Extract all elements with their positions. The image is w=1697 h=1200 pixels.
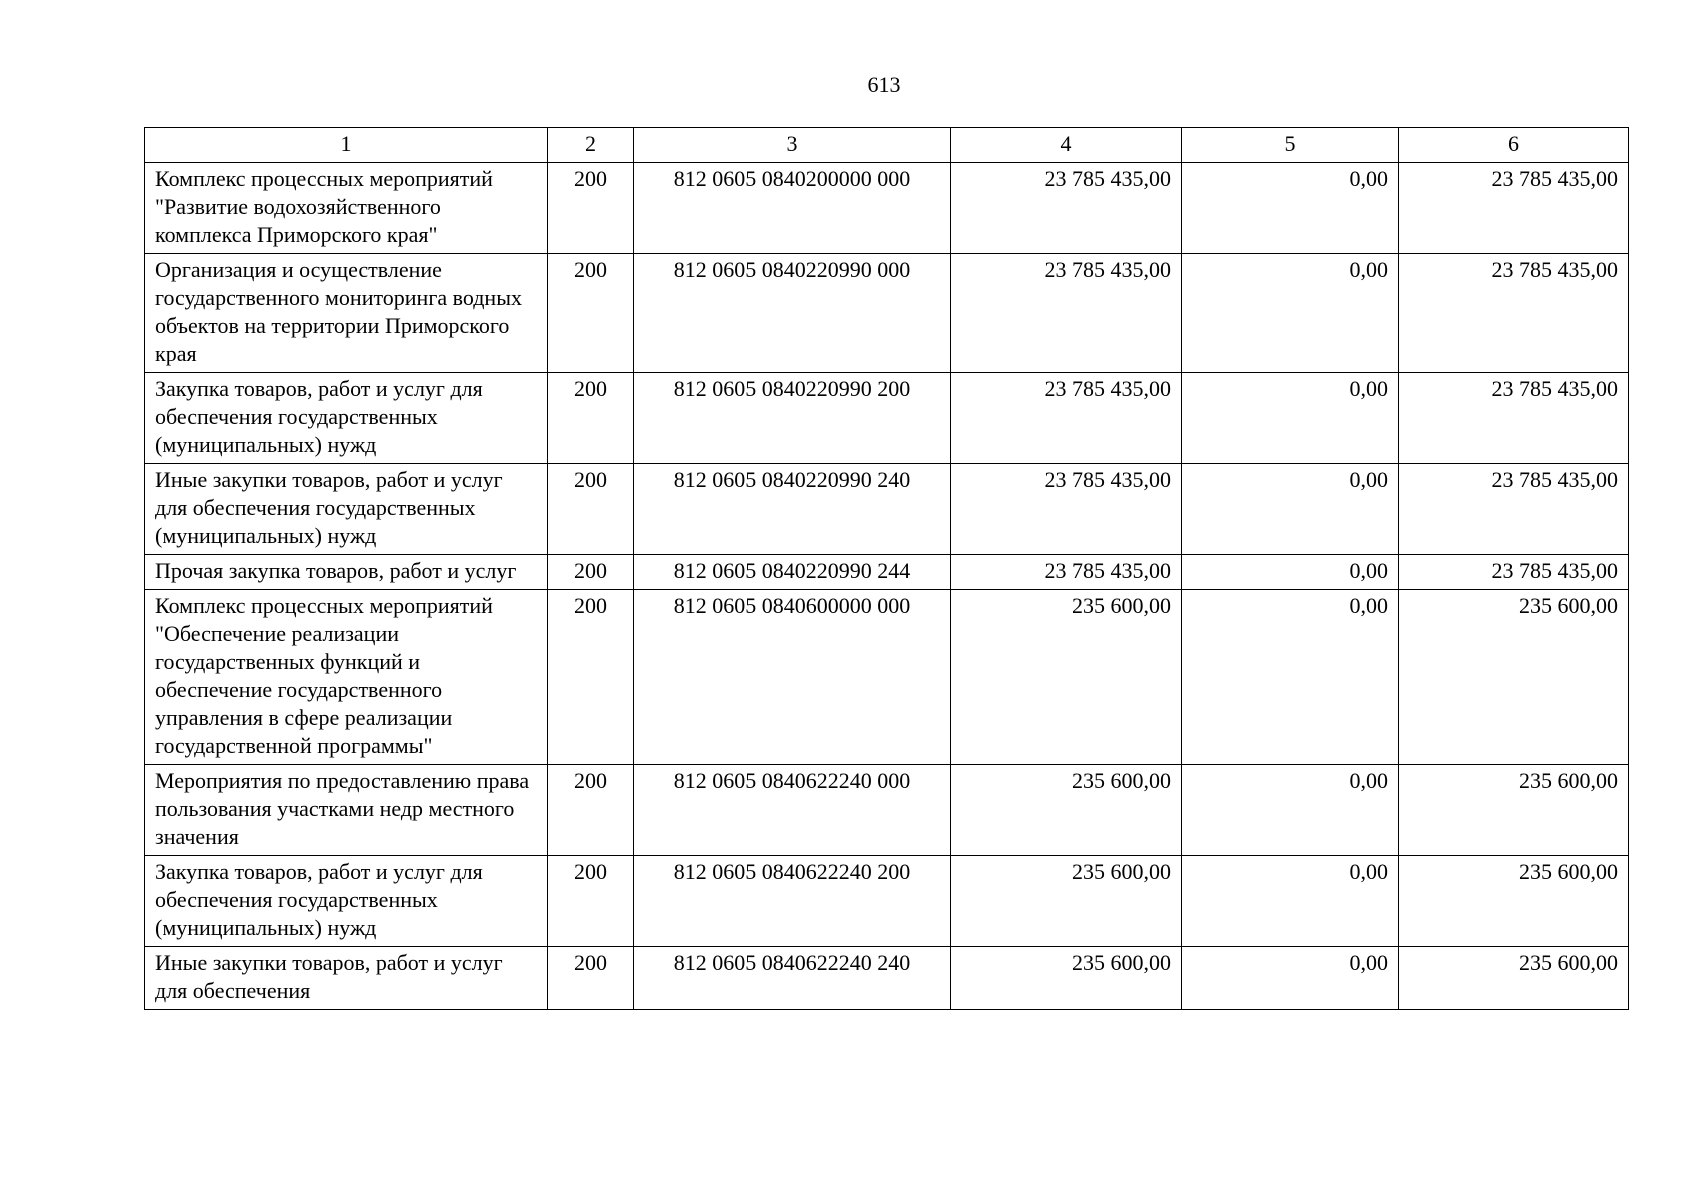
row-col6: 23 785 435,00	[1399, 254, 1629, 373]
table-row	[145, 765, 1629, 856]
row-classification: 812 0605 0840600000 000	[634, 590, 951, 765]
row-name: Комплекс процессных мероприятий "Обеспечение реализации государственных функций и обеспечение государственного управления в сфере реализации государственной программы"	[145, 590, 548, 765]
row-col4: 23 785 435,00	[951, 373, 1182, 464]
row-classification: 812 0605 0840200000 000	[634, 163, 951, 254]
row-col6: 23 785 435,00	[1399, 555, 1629, 590]
row-col6: 23 785 435,00	[1399, 163, 1629, 254]
row-name: Закупка товаров, работ и услуг для обеспечения государственных (муниципальных) нужд	[145, 856, 548, 947]
row-classification: 812 0605 0840622240 240	[634, 947, 951, 1010]
row-col5: 0,00	[1182, 555, 1399, 590]
row-code: 200	[548, 464, 634, 555]
table-header-row	[145, 128, 1629, 163]
row-col5: 0,00	[1182, 590, 1399, 765]
row-name: Организация и осуществление государственного мониторинга водных объектов на территории Приморского края	[145, 254, 548, 373]
row-code: 200	[548, 254, 634, 373]
row-name: Иные закупки товаров, работ и услуг для обеспечения	[145, 947, 548, 1010]
row-code: 200	[548, 373, 634, 464]
row-col4: 235 600,00	[951, 947, 1182, 1010]
row-name: Иные закупки товаров, работ и услуг для обеспечения государственных (муниципальных) нужд	[145, 464, 548, 555]
budget-table	[144, 127, 1629, 1010]
row-name: Закупка товаров, работ и услуг для обеспечения государственных (муниципальных) нужд	[145, 373, 548, 464]
row-col6: 235 600,00	[1399, 947, 1629, 1010]
row-code: 200	[548, 947, 634, 1010]
row-col5: 0,00	[1182, 163, 1399, 254]
column-header-3: 3	[634, 128, 951, 163]
row-classification: 812 0605 0840220990 000	[634, 254, 951, 373]
row-classification: 812 0605 0840220990 200	[634, 373, 951, 464]
table-row	[145, 254, 1629, 373]
row-col6: 23 785 435,00	[1399, 373, 1629, 464]
table-row	[145, 555, 1629, 590]
row-col6: 235 600,00	[1399, 590, 1629, 765]
row-col5: 0,00	[1182, 254, 1399, 373]
row-classification: 812 0605 0840220990 240	[634, 464, 951, 555]
row-name: Прочая закупка товаров, работ и услуг	[145, 555, 548, 590]
row-col4: 23 785 435,00	[951, 555, 1182, 590]
row-col4: 23 785 435,00	[951, 254, 1182, 373]
table-row	[145, 947, 1629, 1010]
table-row	[145, 856, 1629, 947]
row-code: 200	[548, 590, 634, 765]
row-classification: 812 0605 0840220990 244	[634, 555, 951, 590]
table-row	[145, 163, 1629, 254]
table-row	[145, 373, 1629, 464]
row-col4: 23 785 435,00	[951, 163, 1182, 254]
row-code: 200	[548, 856, 634, 947]
row-col5: 0,00	[1182, 856, 1399, 947]
row-code: 200	[548, 163, 634, 254]
row-code: 200	[548, 555, 634, 590]
row-classification: 812 0605 0840622240 200	[634, 856, 951, 947]
row-code: 200	[548, 765, 634, 856]
row-col4: 23 785 435,00	[951, 464, 1182, 555]
page-number: 613	[867, 72, 901, 97]
row-col5: 0,00	[1182, 464, 1399, 555]
row-col5: 0,00	[1182, 373, 1399, 464]
column-header-6: 6	[1399, 128, 1629, 163]
row-col5: 0,00	[1182, 947, 1399, 1010]
row-col5: 0,00	[1182, 765, 1399, 856]
table-row	[145, 464, 1629, 555]
row-col6: 235 600,00	[1399, 765, 1629, 856]
table-row	[145, 590, 1629, 765]
column-header-4: 4	[951, 128, 1182, 163]
row-col6: 23 785 435,00	[1399, 464, 1629, 555]
row-col6: 235 600,00	[1399, 856, 1629, 947]
row-name: Мероприятия по предоставлению права пользования участками недр местного значения	[145, 765, 548, 856]
row-col4: 235 600,00	[951, 856, 1182, 947]
row-name: Комплекс процессных мероприятий "Развитие водохозяйственного комплекса Приморского края"	[145, 163, 548, 254]
row-col4: 235 600,00	[951, 765, 1182, 856]
column-header-1: 1	[145, 128, 548, 163]
column-header-2: 2	[548, 128, 634, 163]
row-col4: 235 600,00	[951, 590, 1182, 765]
row-classification: 812 0605 0840622240 000	[634, 765, 951, 856]
column-header-5: 5	[1182, 128, 1399, 163]
